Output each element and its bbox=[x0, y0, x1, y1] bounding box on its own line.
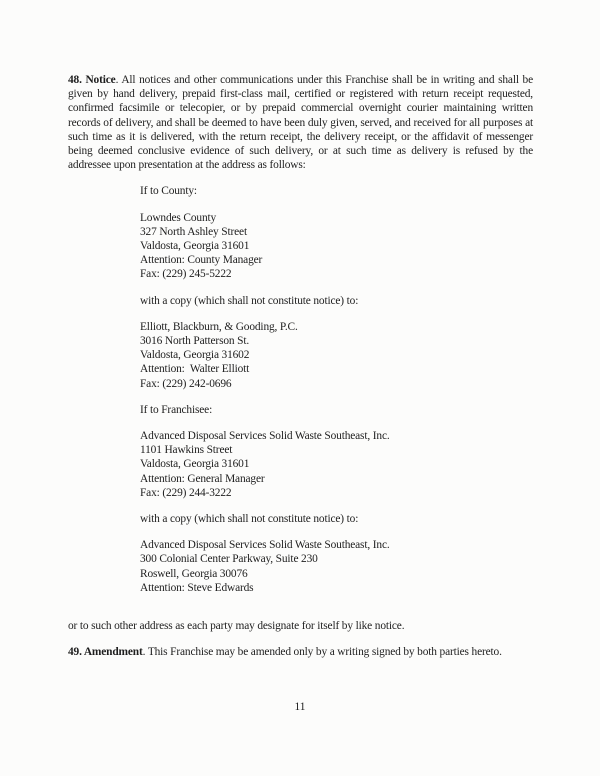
section-49-amendment-paragraph bbox=[68, 645, 533, 659]
address-block-franchisee-copy bbox=[140, 538, 533, 595]
address-line: 327 North Ashley Street bbox=[140, 225, 247, 238]
closing-line: or to such other address as each party may designate for itself by like notice. bbox=[68, 620, 405, 633]
page-number: 11 bbox=[294, 701, 306, 713]
notice-label-if-to-county: If to County: bbox=[140, 185, 197, 198]
address-line: Attention: County Manager bbox=[140, 254, 263, 267]
address-line: Attention: Walter Elliott bbox=[140, 363, 250, 376]
notice-label-copy-franchisee: with a copy (which shall not constitute notice) to: bbox=[140, 513, 359, 526]
address-line: Valdosta, Georgia 31602 bbox=[140, 349, 250, 362]
section-49-body: . This Franchise may be amended only by a writing signed by both parties hereto. bbox=[142, 646, 502, 659]
notice-address-list bbox=[68, 184, 533, 595]
address-line: 300 Colonial Center Parkway, Suite 230 bbox=[140, 553, 318, 566]
address-line: Fax: (229) 244-3222 bbox=[140, 486, 232, 499]
section-48-heading: 48. Notice bbox=[68, 74, 116, 86]
notice-label-copy-county: with a copy (which shall not constitute notice) to: bbox=[140, 294, 359, 307]
address-line: Attention: General Manager bbox=[140, 472, 265, 485]
address-block-county bbox=[140, 211, 533, 282]
address-line: Fax: (229) 242-0696 bbox=[140, 377, 232, 390]
address-line: Roswell, Georgia 30076 bbox=[140, 567, 248, 580]
section-48-notice-paragraph bbox=[68, 73, 533, 172]
address-line: Advanced Disposal Services Solid Waste Southeast, Inc. bbox=[140, 430, 390, 443]
address-line: Attention: Steve Edwards bbox=[140, 581, 254, 594]
section-48-body: . All notices and other communications under this Franchise shall be in writing and shall be given by hand delivery, prepaid first-class mail, certified or registered with return receipt requested, confirmed facsimile or telecopier, or by prepaid commercial overnight courier maintaining written records of delivery, and shall be deemed to have been duly given, served, and received for all purposes at such time as it is delivered, with the return receipt, the delivery receipt, or the affidavit of messenger being deemed conclusive evidence of such delivery, or at such time as delivery is refused by the addressee upon presentation at the address as follows: bbox=[68, 74, 533, 172]
section-49-heading: 49. Amendment bbox=[68, 646, 143, 659]
address-line: Advanced Disposal Services Solid Waste Southeast, Inc. bbox=[140, 539, 390, 552]
notice-label-if-to-franchisee: If to Franchisee: bbox=[140, 403, 213, 416]
address-line: Valdosta, Georgia 31601 bbox=[140, 240, 250, 253]
address-line: 3016 North Patterson St. bbox=[140, 335, 250, 348]
address-line: Lowndes County bbox=[140, 211, 217, 224]
address-line: 1101 Hawkins Street bbox=[140, 444, 233, 457]
address-line: Elliott, Blackburn, & Gooding, P.C. bbox=[140, 320, 298, 333]
address-line: Valdosta, Georgia 31601 bbox=[140, 458, 250, 471]
address-block-county-counsel bbox=[140, 320, 533, 391]
address-block-franchisee bbox=[140, 429, 533, 500]
address-line: Fax: (229) 245-5222 bbox=[140, 268, 232, 281]
